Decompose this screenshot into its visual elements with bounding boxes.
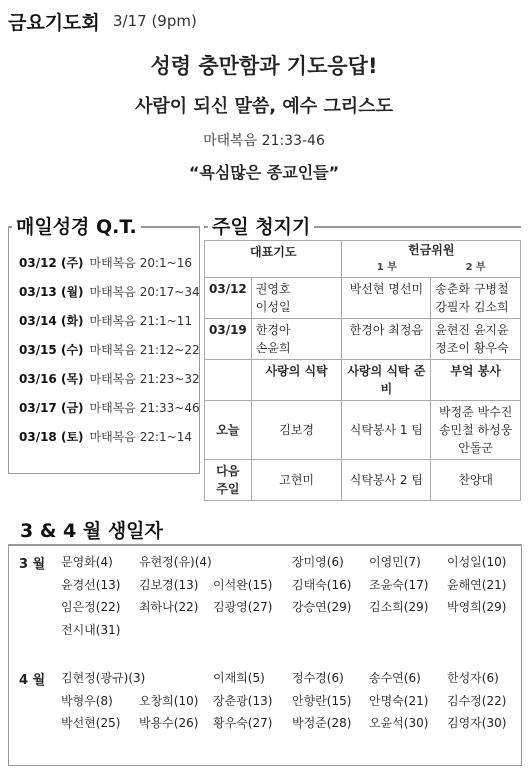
header-offering: 헌금위원 1 부 2 부: [342, 241, 521, 278]
birthday-entry: 임은정(22): [61, 600, 121, 614]
birthday-entry: 김광영(27): [213, 600, 273, 614]
birthday-entry: 장춘광(13): [213, 693, 273, 708]
birthday-entry: 이재희(5): [213, 671, 265, 685]
month-label-march: 3 월: [19, 557, 46, 572]
birthday-entry: 이성일(10): [447, 555, 507, 569]
birthday-entry: 김소희(29): [369, 600, 429, 614]
birthday-box: [8, 544, 522, 766]
birthday-entry: 박용수(26): [139, 716, 199, 730]
header-prayer: 대표기도: [205, 241, 342, 278]
sunday-table: [204, 240, 521, 501]
birthday-entry: 김수정(22): [447, 693, 507, 708]
qt-box: [8, 226, 200, 474]
birthday-entry: 오윤석(30): [369, 716, 429, 730]
sermon-line1: 성령 충만함과 기도응답!: [150, 54, 378, 78]
birthday-entry: 한성자(6): [447, 671, 499, 685]
qt-row: 03/18 (토) 마태복음 22:1~14: [19, 430, 192, 444]
header-love-table: 사랑의 식탁: [251, 360, 342, 401]
birthday-entry: 김영자(30): [447, 716, 507, 730]
qt-row: 03/13 (월) 마태복음 20:17~34: [19, 285, 200, 299]
birthday-entry: 박형우(8): [61, 693, 113, 708]
birthday-entry: 장미영(6): [292, 555, 344, 569]
table-row: 03/19 한경아 손윤희 한경아 최정음 윤현진 윤지윤 정조이 황우숙: [205, 319, 521, 360]
header-kitchen: 부엌 봉사: [431, 360, 521, 401]
birthday-entry: 박선현(25): [61, 716, 121, 730]
birthday-entry: 최하나(22): [139, 600, 199, 614]
birthday-entry: 김현정(광규)(3): [61, 671, 146, 685]
qt-row: 03/17 (금) 마태복음 21:33~46: [19, 401, 200, 415]
birthday-entry: 문영화(4): [61, 555, 113, 569]
birthday-title: 3 & 4 월 생일자: [16, 516, 167, 543]
sunday-title: 주일 청지기: [208, 212, 314, 239]
qt-row: 03/16 (목) 마태복음 21:23~32: [19, 372, 200, 386]
qt-row: 03/15 (수) 마태복음 21:12~22: [19, 343, 200, 357]
sermon-line2: 사람이 되신 말씀, 예수 그리스도: [135, 96, 393, 117]
birthday-entry: 윤경선(13): [61, 577, 121, 592]
scripture-ref: 마태복음 21:33-46: [203, 133, 325, 149]
header-table-prep: 사랑의 식탁 준비: [342, 360, 431, 401]
service-date: 3/17 (9pm): [113, 12, 197, 30]
birthday-entry: 김태숙(16): [292, 577, 352, 592]
birthday-entry: 안향란(15): [292, 693, 352, 708]
qt-title: 매일성경 Q.T.: [12, 212, 141, 239]
birthday-entry: 안명숙(21): [369, 693, 429, 708]
table-row: [205, 360, 521, 401]
birthday-entry: 전시내(31): [61, 622, 121, 637]
table-row: 다음 주일 고현미 식탁봉사 2 팀 찬양대: [205, 460, 521, 501]
birthday-entry: 오창희(10): [139, 693, 199, 708]
birthday-entry: 유현정(유)(4): [139, 555, 212, 569]
table-row: 오늘 김보경 식탁봉사 1 팀 박정준 박수진 송민철 하성웅 안돌군: [205, 401, 521, 460]
qt-row: 03/12 (주) 마태복음 20:1~16: [19, 256, 192, 270]
qt-row: 03/14 (화) 마태복음 21:1~11: [19, 314, 192, 328]
birthday-entry: 정수경(6): [292, 671, 344, 685]
birthday-entry: 김보경(13): [139, 577, 199, 592]
table-row: [205, 241, 521, 278]
month-label-april: 4 월: [19, 673, 46, 688]
birthday-entry: 박정준(28): [292, 716, 352, 730]
birthday-entry: 송수연(6): [369, 671, 421, 685]
part1-label: 1 부: [376, 262, 397, 273]
birthday-entry: 황우숙(27): [213, 716, 273, 730]
birthday-entry: 이영민(7): [369, 555, 421, 569]
birthday-entry: 박영희(29): [447, 600, 507, 614]
birthday-entry: 조윤숙(17): [369, 577, 429, 592]
table-row: 03/12 권영호 이성일 박선현 명선미 송춘화 구병철 강필자 김소희: [205, 278, 521, 319]
birthday-entry: 윤해연(21): [447, 577, 507, 592]
part2-label: 2 부: [465, 262, 486, 273]
birthday-entry: 이석완(15): [213, 577, 273, 592]
birthday-entry: 강승연(29): [292, 600, 352, 614]
sermon-subtitle: “욕심많은 종교인들”: [188, 163, 340, 182]
page-title: 금요기도회: [8, 12, 100, 34]
